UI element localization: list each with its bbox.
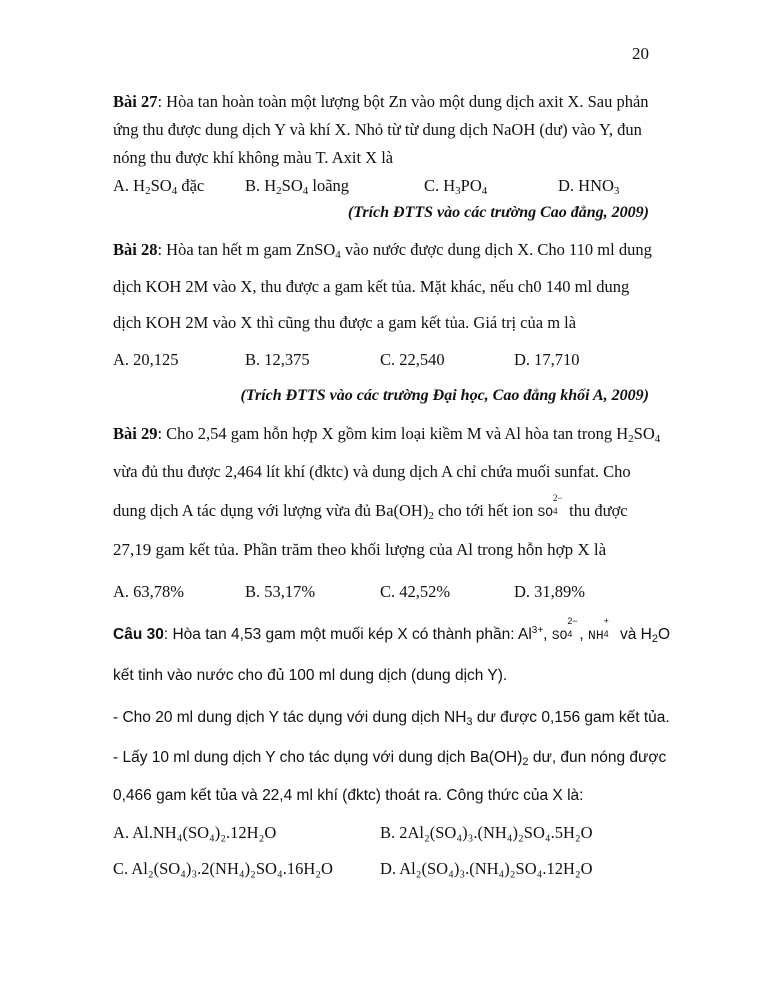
- q29-option-c[interactable]: C. 42,52%: [380, 582, 451, 601]
- q27-option-a[interactable]: A. $H_2SO_4$ đặc: [113, 176, 205, 197]
- q28-line2: dịch KOH 2M vào X, thu được a gam kết tủa. Mặt khác, nếu ch0 140 ml dung: [113, 277, 630, 296]
- q30-line2: kết tinh vào nước cho đủ 100 ml dung dịch (dung dịch Y).: [113, 667, 508, 684]
- q28-label: Bài 28: [113, 240, 158, 259]
- q27-option-d[interactable]: D. $HNO_3$: [558, 176, 620, 197]
- q28-line1: Bài 28: Hòa tan hết m gam ZnSO$_4$ vào nước được dung dịch X. Cho 110 ml dung: [113, 240, 652, 261]
- q27-line2: ứng thu được dung dịch Y và khí X. Nhỏ từ từ dung dịch NaOH (dư) vào Y, đun: [113, 120, 642, 139]
- page-number: 20: [632, 44, 649, 63]
- q28-source: (Trích ĐTTS vào các trường Đại học, Cao đẳng khối A, 2009): [240, 387, 649, 404]
- q30-option-d[interactable]: D. Al₂(SO₄)₃.(NH₄)₂SO₄.12H₂O: [380, 859, 593, 878]
- q30-option-a[interactable]: A. Al.NH₄(SO₄)₂.12H₂O: [113, 823, 277, 842]
- q30-line5: 0,466 gam kết tủa và 22,4 ml khí (đktc) thoát ra. Công thức của X là:: [113, 787, 584, 804]
- q29-option-d[interactable]: D. 31,89%: [514, 582, 586, 601]
- q30-option-c[interactable]: C. Al₂(SO₄)₃.2(NH₄)₂SO₄.16H₂O: [113, 859, 333, 878]
- q29-line4: 27,19 gam kết tủa. Phần trăm theo khối lượng của Al trong hỗn hợp X là: [113, 540, 607, 559]
- q27-line1: Bài 27: Hòa tan hoàn toàn một lượng bột Zn vào một dung dịch axit X. Sau phản: [113, 92, 649, 111]
- q30-option-b[interactable]: B. 2Al₂(SO₄)₃.(NH₄)₂SO₄.5H₂O: [380, 823, 593, 842]
- q28-option-b[interactable]: B. 12,375: [245, 350, 310, 369]
- q30-label: Câu 30: [113, 626, 164, 643]
- q29-line1: Bài 29: Cho 2,54 gam hỗn hợp X gồm kim loại kiềm M và Al hòa tan trong $H_2SO_4$: [113, 424, 661, 445]
- q27-source: (Trích ĐTTS vào các trường Cao đẳng, 2009): [347, 204, 649, 221]
- q27-option-c[interactable]: C. $H_3PO_4$: [424, 176, 488, 197]
- q29-option-b[interactable]: B. 53,17%: [245, 582, 316, 601]
- q30-line3: - Cho 20 ml dung dịch Y tác dụng với dung dịch $NH_3$ dư được 0,156 gam kết tủa.: [113, 709, 670, 728]
- q29-label: Bài 29: [113, 424, 158, 443]
- q30-line4: - Lấy 10 ml dung dịch Y cho tác dụng với dung dịch $Ba(OH)_2$ dư, đun nóng được: [113, 749, 667, 768]
- q27-option-b[interactable]: B. $H_2SO_4$ loãng: [245, 176, 350, 197]
- q29-line2: vừa đủ thu được 2,464 lít khí (đktc) và dung dịch A chỉ chứa muối sunfat. Cho: [113, 462, 631, 481]
- q28-option-d[interactable]: D. 17,710: [514, 350, 580, 369]
- q27-label: Bài 27: [113, 92, 158, 111]
- q28-line3: dịch KOH 2M vào X thì cũng thu được a gam kết tủa. Giá trị của m là: [113, 313, 577, 332]
- q29-line3: dung dịch A tác dụng với lượng vừa đủ $Ba(OH)_2$ cho tới hết ion SO 2− 4 thu được: [113, 493, 628, 522]
- q27-line3: nóng thu được khí không màu T. Axit X là: [113, 148, 394, 167]
- q28-option-a[interactable]: A. 20,125: [113, 350, 179, 369]
- q28-option-c[interactable]: C. 22,540: [380, 350, 445, 369]
- q30-line1: Câu 30: Hòa tan 4,53 gam một muối kép X có thành phần: $Al^{3+}$, SO 2− 4 , NH + 4 và $H_2O$: [113, 616, 671, 645]
- q29-option-a[interactable]: A. 63,78%: [113, 582, 185, 601]
- sulfate-ion: SO: [537, 505, 554, 520]
